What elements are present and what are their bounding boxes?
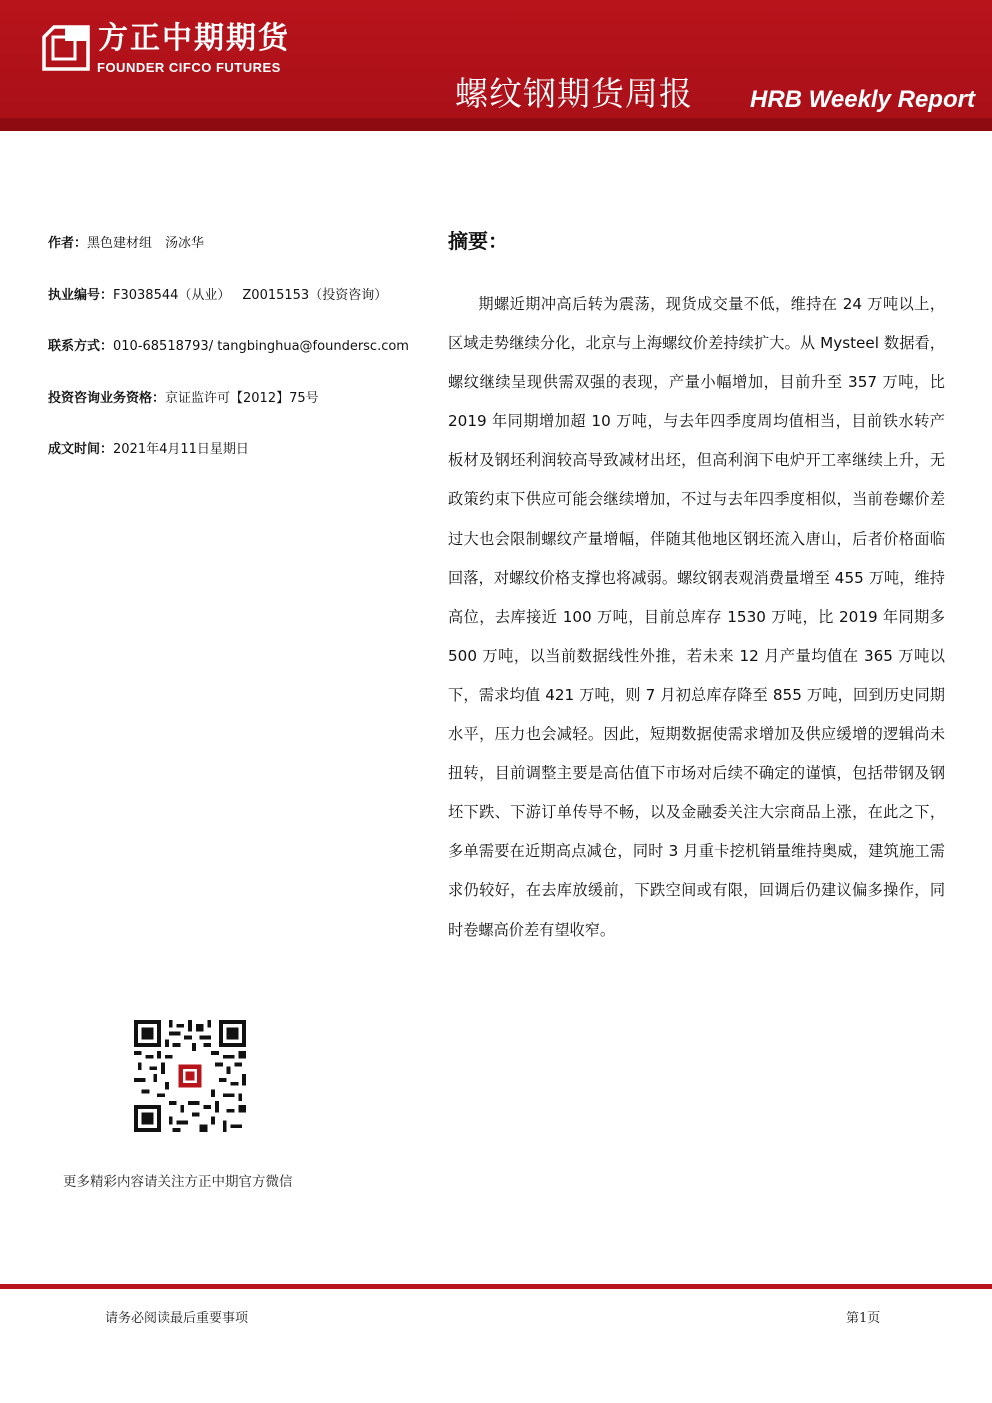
license-value-2: Z0015153（投资咨询） — [242, 287, 388, 303]
date-line — [48, 440, 428, 460]
contact-value: 010-68518793/ tangbinghua@foundersc.com — [113, 339, 409, 354]
footer-disclaimer: 请务必阅读最后重要事项 — [105, 1311, 249, 1326]
contact-label: 联系方式： — [48, 339, 114, 354]
company-name-en: FOUNDER CIFCO FUTURES — [97, 60, 281, 75]
license-value-1: F3038544（从业） — [113, 287, 231, 303]
summary-body: 期螺近期冲高后转为震荡，现货成交量不低，维持在 24 万吨以上，区域走势继续分化，北京与上海螺纹价差持续扩大。从 Mysteel 数据看，螺纹继续呈现供需双强的表现，产量小幅增加，目前升至 357 万吨，比 2019 年同期增加超 10 万吨，与去年四季度周均值相当，目前铁水转产板材及钢坯利润较高导致减材出坯，但高利润下电炉开工率继续上升，无政策约束下供应可能会继续增加，不过与去年四季度相似，当前卷螺价差过大也会限制螺纹产量增幅，伴随其他地区钢坯流入唐山，后者价格面临回落，对螺纹价格支撑也将减弱。螺纹钢表观消费量增至 455 万吨，维持高位，去库接近 100 万吨，目前总库存 1530 万吨，比 2019 年同期多 500 万吨，以当前数据线性外推，若未来 12 月产量均值在 365 万吨以下，需求均值 421 万吨，则 7 月初总库存降至 855 万吨，回到历史同期水平，压力也会减轻。因此，短期数据使需求增加及供应缓增的逻辑尚未扭转，目前调整主要是高估值下市场对后续不确定的谨慎，包括带钢及钢坯下跌、下游订单传导不畅，以及金融委关注大宗商品上涨，在此之下，多单需要在近期高点减仓，同时 3 月重卡挖机销量维持奥威，建筑施工需求仍较好，在去库放缓前，下跌空间或有限，回调后仍建议偏多操作，同时卷螺高价差有望收窄。 — [448, 295, 945, 939]
author-line — [48, 234, 428, 254]
report-header — [0, 0, 992, 131]
footer-rule — [0, 1284, 992, 1289]
qualification-label: 投资咨询业务资格： — [48, 390, 166, 406]
date-label: 成文时间： — [48, 442, 114, 457]
qualification-value: 京证监许可【2012】75号 — [165, 390, 319, 406]
page-number: 第1页 — [846, 1311, 881, 1326]
author-info — [48, 234, 428, 492]
date-value: 2021年4月11日星期日 — [113, 442, 249, 457]
qr-caption: 更多精彩内容请关注方正中期官方微信 — [63, 1174, 293, 1190]
report-title-cn: 螺纹钢期货周报 — [455, 74, 693, 113]
report-title-en: HRB Weekly Report — [750, 86, 975, 113]
company-name-cn: 方正中期期货 — [98, 21, 290, 56]
wechat-qr-code — [134, 1020, 246, 1132]
qualification-line — [48, 389, 428, 409]
license-label: 执业编号： — [48, 287, 114, 303]
license-line — [48, 286, 428, 306]
summary-heading: 摘要： — [448, 229, 508, 253]
contact-line — [48, 337, 428, 357]
header-band — [0, 118, 992, 131]
author-value: 黑色建材组 汤冰华 — [87, 236, 205, 251]
author-label: 作者： — [48, 236, 88, 251]
founder-logo-icon — [40, 23, 90, 73]
